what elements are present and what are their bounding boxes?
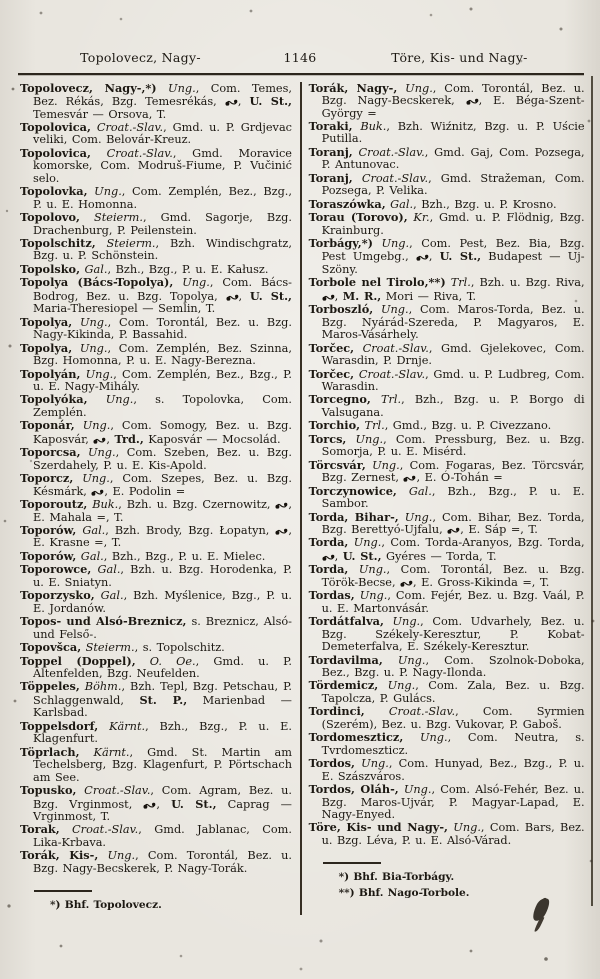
entry-headword: Tordátfalva, bbox=[308, 614, 384, 629]
entry-text: , bbox=[334, 549, 343, 563]
entry-headword: Toporów, bbox=[20, 523, 77, 537]
entry-text: , Bzh. Wiźnitz, Bzg. u. P. Uście Putilla. bbox=[321, 119, 585, 146]
entry-text: , Gmd. Moravice komorske, Com. Modruš-Fiume, P. Vučinić selo. bbox=[33, 146, 292, 185]
entry-headword: Tordinci, bbox=[308, 704, 365, 719]
entry-text: Temesvár — Orsova, T. bbox=[33, 107, 167, 121]
entry-region: Ung. bbox=[383, 615, 421, 629]
entry-headword: Tordavilma, bbox=[308, 652, 383, 667]
gazetteer-entry bbox=[309, 731, 585, 757]
gazetteer-entry bbox=[20, 498, 292, 524]
entry-text: , Gmd. St. Martin am Techelsberg, Bzg. Klagenfurt, P. Pörtschach am See. bbox=[33, 745, 292, 784]
gazetteer-entry bbox=[309, 654, 585, 680]
entry-text: , s. Topolschitz. bbox=[134, 641, 225, 655]
entry-headword: Topolya, bbox=[20, 340, 73, 355]
posthorn-icon bbox=[275, 499, 288, 511]
entry-headword: Topolovka, bbox=[20, 184, 88, 199]
entry-text: , bbox=[237, 95, 250, 109]
footnote: *) Bhf. Topolovecz. bbox=[50, 898, 162, 911]
entry-headword: Torda, bbox=[308, 562, 349, 577]
gazetteer-entry bbox=[309, 757, 585, 783]
entry-text: , Com. Neutra, s. Tvrdomeszticz. bbox=[321, 731, 585, 757]
entry-text: , E. Podolin = bbox=[104, 484, 186, 498]
gazetteer-entry bbox=[20, 393, 292, 419]
entry-region: Ung. bbox=[80, 367, 114, 381]
entry-headword: Torau (Torovo), bbox=[308, 210, 408, 225]
posthorn-icon bbox=[225, 96, 238, 108]
entry-headword: Topolovica, bbox=[20, 145, 91, 160]
entry-text: , Com. Torontál, Bez. u. Bzg. Török-Becse, bbox=[321, 563, 585, 589]
entry-text: , Com. Alsó-Fehér, Bez. u. Bzg. Maros-Ujvár, P. Magyar-Lapad, E. Nagy-Enyed. bbox=[321, 783, 585, 821]
entry-text: , Bzh. Windischgratz, Bzg. u. P. Schönstein. bbox=[33, 237, 292, 263]
entry-region: Ung. bbox=[354, 589, 388, 603]
gazetteer-entry bbox=[20, 82, 292, 121]
posthorn-icon bbox=[400, 577, 413, 589]
entry-headword: Töprlach, bbox=[20, 744, 80, 759]
entry-headword: Toporzysko, bbox=[20, 588, 95, 603]
entry-text: , Com. Torontál, Bez. u. Bzg. Nagy-Kikinda, P. Bassahid. bbox=[33, 315, 292, 342]
entry-region: Trl. bbox=[360, 419, 385, 433]
entry-region: Ung. bbox=[372, 237, 410, 251]
entry-headword: U. St., bbox=[342, 548, 382, 563]
posthorn-icon bbox=[403, 472, 416, 484]
entry-text: , Bzh. u. Bzg. Riva, bbox=[470, 276, 585, 290]
entry-headword: Torčec, bbox=[308, 340, 355, 355]
entry-text: , Com. Szeben, Bez. u. Bzg. Szerdahely, P. u. E. Kis-Apold. bbox=[33, 446, 292, 472]
entry-region: Ung. bbox=[74, 419, 111, 433]
entry-region: Croat.-Slav. bbox=[90, 120, 164, 134]
entry-text: , Com. Agram, Bez. u. Bzg. Vrginmost, bbox=[33, 784, 292, 811]
entry-text: , E. Gross-Kikinda =, T. bbox=[413, 575, 550, 589]
entry-region: Trl. bbox=[445, 276, 471, 290]
gazetteer-entry bbox=[309, 679, 585, 705]
gazetteer-entry bbox=[20, 263, 292, 276]
entry-text: , Gmd. u. P. Altenfelden, Bzg. Neufelden. bbox=[33, 654, 292, 680]
entry-headword: Torcs, bbox=[308, 431, 347, 446]
gazetteer-entry bbox=[309, 368, 585, 394]
posthorn-icon bbox=[93, 434, 106, 446]
entry-headword: Trd., bbox=[114, 431, 144, 446]
entry-headword: Toporcsa, bbox=[20, 445, 81, 460]
gazetteer-entry bbox=[309, 120, 585, 146]
gazetteer-entry bbox=[309, 276, 585, 303]
entry-text: Maria-Theresiopel — Semlin, T. bbox=[33, 302, 216, 316]
gazetteer-entry bbox=[20, 211, 292, 237]
entry-text: , Com. Torontál, Bez. u. Bzg. Nagy-Becskerek, bbox=[321, 81, 585, 108]
entry-text: , Gmd. u. P. Flödnig, Bzg. Krainburg. bbox=[321, 211, 585, 237]
page-edge-line bbox=[591, 76, 593, 906]
entry-text: , Gmd. Sagorje, Bzg. Drachenburg, P. Peilenstein. bbox=[33, 211, 292, 237]
entry-text: s. Breznicz, Alsó- und Felső-. bbox=[33, 615, 292, 641]
entry-text: , E. Béga-Szent-György = bbox=[321, 94, 585, 120]
entry-headword: Töre, Kis- und Nagy-, bbox=[308, 820, 448, 835]
gazetteer-entry bbox=[309, 419, 585, 432]
columns bbox=[0, 75, 600, 915]
entry-text: , bbox=[156, 797, 172, 811]
entry-region: Ung. bbox=[72, 315, 108, 329]
entry-text: , E. Krasne =, T. bbox=[33, 524, 292, 550]
entry-headword: U. St., bbox=[249, 94, 292, 109]
entry-headword: Toranj, bbox=[308, 144, 353, 159]
entry-text: Mori — Riva, T. bbox=[381, 289, 477, 303]
gazetteer-entry bbox=[20, 746, 292, 784]
entry-text: , Com. Szolnok-Doboka, Bez., Bzg. u. P. Nagy-Ilonda. bbox=[321, 653, 585, 679]
entry-text: Gyéres — Torda, T. bbox=[381, 549, 497, 563]
gazetteer-entry bbox=[20, 276, 292, 315]
entry-region: Ung. bbox=[156, 81, 196, 95]
entry-text: , Com. Fogaras, Bez. Törcsvár, Bzg. Zernest, bbox=[321, 458, 585, 485]
right-column bbox=[309, 82, 585, 915]
entry-region: Croat.-Slav. bbox=[352, 145, 425, 159]
entry-text: , Gmd. u. P. Ludbreg, Com. Warasdin. bbox=[321, 367, 585, 394]
entry-text: , Bzh. Myślenice, Bzg., P. u. E. Jordanów. bbox=[33, 589, 292, 615]
entry-text: , Gmd. Stražeman, Com. Pozsega, P. Velika. bbox=[321, 171, 585, 198]
entry-region: Ung. bbox=[398, 510, 433, 524]
posthorn-icon bbox=[226, 291, 239, 303]
entry-text: , Com. Bars, Bez. u. Bzg. Léva, P. u. E. Alsó-Várad. bbox=[321, 821, 585, 847]
entry-headword: Tördemicz, bbox=[308, 678, 379, 693]
gazetteer-entry bbox=[20, 316, 292, 342]
entry-region: Böhm. bbox=[79, 680, 122, 694]
entry-text: , Com. Zala, Bez. u. Bzg. Tapolcza, P. Gulács. bbox=[321, 679, 585, 705]
entry-headword: Topolovica, bbox=[20, 119, 91, 134]
gazetteer-entry bbox=[20, 641, 292, 654]
entry-region: Ung. bbox=[98, 849, 136, 863]
posthorn-icon bbox=[447, 524, 460, 536]
entry-headword: Topolya (Bács-Topolya), bbox=[20, 275, 174, 290]
entry-headword: St. P., bbox=[139, 692, 188, 707]
entry-region: Croat.-Slav. bbox=[76, 784, 151, 798]
entry-region: Buk. bbox=[87, 498, 119, 512]
entry-text: , Bzh., Bzg., P. u. E. Klagenfurt. bbox=[33, 719, 292, 746]
entry-region: Croat.-Slav. bbox=[354, 341, 429, 355]
entry-text: , Bzh., Bzg., P. u. E. Sambor. bbox=[321, 484, 585, 511]
gazetteer-entry bbox=[20, 185, 292, 211]
entry-region: Ung. bbox=[397, 81, 433, 95]
entry-text: , E. Mahala =, T. bbox=[33, 498, 292, 524]
left-column bbox=[20, 82, 292, 915]
entry-headword: Torchio, bbox=[308, 418, 361, 433]
gazetteer-entry bbox=[309, 783, 585, 821]
entry-text: , Bzh. u. Bzg. Horodenka, P. u. E. Sniatyn. bbox=[33, 563, 292, 589]
posthorn-icon bbox=[91, 486, 104, 498]
entry-text: , Com. Torontál, Bez. u. Bzg. Nagy-Becskerek, P. Nagy-Torák. bbox=[33, 849, 292, 875]
entry-text: , Com. Zemplén, Bez. Szinna, Bzg. Homonna, P. u. E. Nagy-Berezna. bbox=[33, 341, 292, 368]
entry-headword: Torbole nel Tirolo,**) bbox=[308, 275, 446, 290]
entry-region: Ung. bbox=[382, 653, 426, 667]
gazetteer-entry bbox=[309, 198, 585, 211]
gazetteer-entry bbox=[309, 172, 585, 198]
gazetteer-entry bbox=[20, 342, 292, 368]
entry-region: Kärnt. bbox=[79, 745, 130, 759]
entry-text: , Com. Zemplén, Bez., Bzg., P. u. E. Homonna. bbox=[33, 185, 292, 211]
entry-headword: Tordas, bbox=[308, 588, 355, 603]
entry-region: Steierm. bbox=[81, 641, 135, 655]
gazetteer-entry bbox=[309, 303, 585, 341]
entry-region: Gal. bbox=[76, 549, 104, 563]
entry-region: Croat.-Slav. bbox=[352, 171, 429, 185]
entry-text: , bbox=[334, 289, 343, 303]
entry-headword: Topolovo, bbox=[20, 210, 80, 225]
entry-text: , Com. Pressburg, Bez. u. Bzg. Somorja, P. u. E. Misérd. bbox=[321, 432, 585, 459]
gazetteer-entry bbox=[309, 393, 585, 419]
entry-headword: Topos- und Alsó-Breznicz, bbox=[20, 614, 187, 629]
entry-text: , Gmd. Jablanac, Com. Lika-Krbava. bbox=[33, 823, 292, 849]
entry-headword: Toppel (Doppel), bbox=[20, 653, 136, 668]
entry-headword: Topusko, bbox=[20, 783, 77, 798]
entry-headword: Torak, bbox=[20, 822, 60, 837]
entry-region: Ung. bbox=[398, 783, 432, 797]
gazetteer-entry bbox=[309, 82, 585, 120]
header-left-title: Topolovecz, Nagy- bbox=[80, 50, 201, 65]
gazetteer-entry bbox=[20, 121, 292, 147]
entry-text: , Com. Somogy, Bez. u. Bzg. Kaposvár, bbox=[33, 419, 292, 446]
entry-headword: U. St., bbox=[171, 796, 217, 811]
entry-region: Gal. bbox=[80, 262, 108, 276]
gazetteer-entry bbox=[20, 524, 292, 550]
entry-region: Ung. bbox=[346, 432, 384, 446]
entry-headword: M. R., bbox=[342, 288, 382, 303]
entry-text: , Gmd. Gaj, Com. Pozsega, P. Antunovac. bbox=[321, 145, 585, 172]
entry-headword: Torčec, bbox=[308, 366, 355, 381]
entry-headword: Topovšca, bbox=[20, 640, 82, 655]
entry-region: Gal. bbox=[91, 563, 121, 577]
entry-region: Ung. bbox=[72, 341, 108, 355]
entry-headword: Topolovecz, Nagy-,*) bbox=[20, 80, 157, 95]
gazetteer-entry bbox=[309, 589, 585, 615]
entry-region: Steierm. bbox=[79, 211, 143, 225]
page-number: 1146 bbox=[283, 50, 317, 65]
entry-text: , Com. Bihar, Bez. Torda, Bzg. Berettyó-Ujfalu, bbox=[321, 510, 585, 536]
entry-text: , E. Ó-Tohán = bbox=[416, 471, 503, 485]
entry-text: , Com. Hunyad, Bez., Bzg., P. u. E. Szászváros. bbox=[321, 757, 585, 783]
column-divider bbox=[300, 82, 302, 915]
entry-text: , Com. Pest, Bez. Bia, Bzg. Pest Umgebg., bbox=[321, 237, 585, 264]
entry-headword: Tordos, bbox=[308, 756, 355, 771]
entry-headword: Torda, Bihar-, bbox=[308, 509, 399, 524]
entry-region: Croat.-Slav. bbox=[59, 823, 139, 837]
footnote-rule bbox=[34, 890, 92, 891]
entry-headword: Topolyóka, bbox=[20, 392, 88, 407]
entry-region: Ung. bbox=[348, 536, 382, 550]
entry-text: , Gmd. u. P. Grdjevac veliki, Com. Belovár-Kreuz. bbox=[33, 120, 293, 147]
entry-headword: Toraszówka, bbox=[308, 196, 386, 211]
entry-headword: U. St., bbox=[249, 288, 292, 303]
entry-headword: Toporoutz, bbox=[20, 497, 88, 512]
entry-region: Steierm. bbox=[95, 237, 156, 251]
gazetteer-entry bbox=[20, 720, 292, 746]
entry-text: , Com. Temes, Bez. Rékás, Bzg. Temesrékás, bbox=[33, 81, 292, 109]
entry-headword: U. St., bbox=[439, 249, 482, 264]
running-head bbox=[0, 0, 600, 70]
gazetteer-entry bbox=[20, 419, 292, 446]
entry-region: Ung. bbox=[373, 303, 409, 317]
gazetteer-entry bbox=[20, 655, 292, 681]
entry-region: Croat.-Slav. bbox=[364, 705, 456, 719]
entry-headword: Toporowce, bbox=[20, 562, 92, 577]
gazetteer-entry bbox=[20, 849, 292, 875]
entry-headword: Toporcz, bbox=[20, 471, 74, 486]
entry-region: Ung. bbox=[348, 563, 387, 577]
entry-text: , Com. Syrmien (Szerém), Bez. u. Bzg. Vukovar, P. Gaboš. bbox=[321, 705, 585, 731]
entry-region: Ung. bbox=[354, 757, 389, 771]
entry-region: O. Oe. bbox=[135, 654, 196, 668]
entry-text: , Bzh. Tepl, Bzg. Petschau, P. Schlaggenwald, bbox=[33, 680, 292, 707]
entry-text: , Bzh., Bzg. u. P. Krosno. bbox=[413, 197, 557, 211]
entry-text: Budapest — Uj-Szöny. bbox=[321, 250, 585, 276]
gazetteer-entry bbox=[309, 821, 585, 847]
posthorn-icon bbox=[143, 799, 156, 811]
entry-region: Ung. bbox=[73, 472, 110, 486]
entry-region: Gal. bbox=[396, 484, 432, 498]
entry-region: Ung. bbox=[378, 679, 416, 693]
entry-text: , E. Sáp =, T. bbox=[460, 523, 538, 536]
gazetteer-entry bbox=[20, 237, 292, 263]
gazetteer-entry bbox=[309, 433, 585, 459]
entry-headword: Torcegno, bbox=[308, 392, 371, 407]
gazetteer-entry bbox=[309, 211, 585, 237]
entry-text: Caprag — Vrginmost, T. bbox=[33, 797, 292, 823]
entry-headword: Tordomeszticz, bbox=[308, 730, 404, 745]
gazetteer-entry bbox=[20, 147, 292, 185]
entry-text: , Com. Bács-Bodrog, Bez. u. Bzg. Topolya, bbox=[33, 276, 292, 303]
entry-headword: Tordos, Oláh-, bbox=[308, 782, 399, 797]
entry-headword: Topolyán, bbox=[20, 366, 81, 381]
gazetteer-entry bbox=[309, 563, 585, 589]
posthorn-icon bbox=[275, 525, 288, 537]
entry-headword: Topolya, bbox=[20, 314, 73, 329]
gazetteer-entry bbox=[20, 784, 292, 823]
entry-region: Ung. bbox=[80, 446, 116, 460]
footnote: **) Bhf. Nago-Torbole. bbox=[338, 886, 470, 899]
entry-headword: Toporów, bbox=[20, 548, 77, 563]
entry-text: , Com. Zemplén, Bez., Bzg., P. u. E. Nagy-Mihály. bbox=[33, 367, 292, 394]
entry-headword: Torczynowice, bbox=[308, 483, 397, 498]
entry-headword: Toranj, bbox=[308, 170, 353, 185]
entry-text: Kaposvár — Mocsolád. bbox=[143, 432, 281, 446]
gazetteer-entry bbox=[20, 823, 292, 849]
entry-region: Gal. bbox=[385, 197, 414, 211]
gazetteer-entry bbox=[309, 705, 585, 731]
entry-text: , Bzh., Bzg. u. P. Borgo di Valsugana. bbox=[321, 393, 585, 419]
scan-speckles bbox=[0, 0, 2, 2]
entry-region: Gal. bbox=[94, 589, 124, 603]
gazetteer-entry bbox=[309, 536, 585, 563]
entry-region: Croat.-Slav. bbox=[354, 367, 426, 381]
entry-region: Croat.-Slav. bbox=[90, 146, 173, 160]
posthorn-icon bbox=[466, 95, 479, 107]
entry-region: Gal. bbox=[76, 524, 106, 537]
entry-text: , Com. Fejér, Bez. u. Bzg. Vaál, P. u. E. Martonvásár. bbox=[321, 589, 585, 615]
entry-region: Kärnt. bbox=[98, 719, 146, 733]
gazetteer-entry bbox=[309, 342, 585, 368]
entry-text: , Gmd., Bzg. u. P. Civezzano. bbox=[384, 419, 552, 433]
entry-headword: Torda, bbox=[308, 535, 349, 550]
gazetteer-entry bbox=[309, 459, 585, 485]
entry-region: Ung. bbox=[447, 821, 481, 835]
gazetteer-entry bbox=[20, 472, 292, 498]
entry-headword: Töppeles, bbox=[20, 679, 80, 694]
entry-headword: Torbágy,*) bbox=[308, 236, 373, 251]
entry-region: Buk. bbox=[352, 119, 387, 133]
gazetteer-entry bbox=[309, 485, 585, 511]
gazetteer-entry bbox=[309, 615, 585, 653]
gazetteer-entry bbox=[20, 368, 292, 394]
entry-text: , Bzh. u. Bzg. Czernowitz, bbox=[118, 498, 276, 512]
gazetteer-entry bbox=[20, 589, 292, 615]
entry-headword: Toponár, bbox=[20, 418, 75, 433]
entry-headword: Torboszló, bbox=[308, 302, 374, 317]
entry-text: Marienbad — Karlsbad. bbox=[33, 693, 292, 720]
entry-text: , Com. Maros-Torda, Bez. u. Bzg. Nyárád-Szereda, P. Magyaros, E. Maros-Vásárhely. bbox=[321, 303, 585, 342]
entry-region: Ung. bbox=[87, 185, 122, 199]
header-right-title: Töre, Kis- und Nagy- bbox=[391, 50, 528, 65]
entry-region: Kr. bbox=[407, 211, 430, 225]
gazetteer-entry bbox=[309, 146, 585, 172]
entry-text: , Com. Udvarhely, Bez. u. Bzg. Székely-Keresztur, P. Kobat-Demeterfalva, E. Székely-Keresztur. bbox=[321, 615, 585, 654]
entry-headword: Toppelsdorf, bbox=[20, 718, 99, 733]
entry-region: Ung. bbox=[365, 458, 400, 472]
entry-text: , Bzh., Bzg., P. u. E. Kałusz. bbox=[107, 262, 269, 276]
entry-text: , bbox=[106, 432, 115, 446]
gazetteer-entry bbox=[309, 511, 585, 537]
entry-headword: Torák, Nagy-, bbox=[308, 80, 398, 95]
gazetteer-entry bbox=[20, 446, 292, 472]
entry-headword: Törcsvár, bbox=[308, 457, 366, 472]
entry-headword: Torák, Kis-, bbox=[20, 848, 99, 863]
entry-region: Ung. bbox=[403, 731, 448, 745]
gazetteer-entry bbox=[20, 680, 292, 719]
gazetteer-entry bbox=[20, 550, 292, 563]
entry-region: Ung. bbox=[87, 393, 134, 407]
entry-headword: Topolsko, bbox=[20, 261, 81, 276]
entry-text: , Com. Szepes, Bez. u. Bzg. Késmárk, bbox=[33, 472, 292, 498]
entry-text: , s. Topolovka, Com. Zemplén. bbox=[33, 393, 292, 419]
entry-region: Ung. bbox=[173, 276, 210, 290]
gazetteer-entry bbox=[20, 615, 292, 641]
gazetteer-entry bbox=[309, 237, 585, 276]
entry-text: , bbox=[238, 289, 250, 303]
entry-text: , bbox=[428, 250, 440, 264]
entry-text: , Gmd. Gjelekovec, Com. Warasdin, P. Drnje. bbox=[321, 341, 585, 368]
entry-text: , Bzh. Brody, Bzg. Łopatyn, bbox=[105, 524, 276, 537]
gazetteer-entry bbox=[20, 563, 292, 589]
footnote-rule bbox=[323, 862, 381, 863]
entry-text: , Bzh., Bzg., P. u. E. Mielec. bbox=[103, 549, 266, 563]
entry-headword: Topolschitz, bbox=[20, 236, 96, 251]
entry-text: , Com. Torda-Aranyos, Bzg. Torda, bbox=[381, 536, 585, 550]
footnote: *) Bhf. Bia-Torbágy. bbox=[338, 870, 455, 883]
entry-region: Trl. bbox=[370, 393, 402, 407]
posthorn-icon bbox=[416, 251, 429, 263]
entry-headword: Toraki, bbox=[308, 118, 353, 133]
